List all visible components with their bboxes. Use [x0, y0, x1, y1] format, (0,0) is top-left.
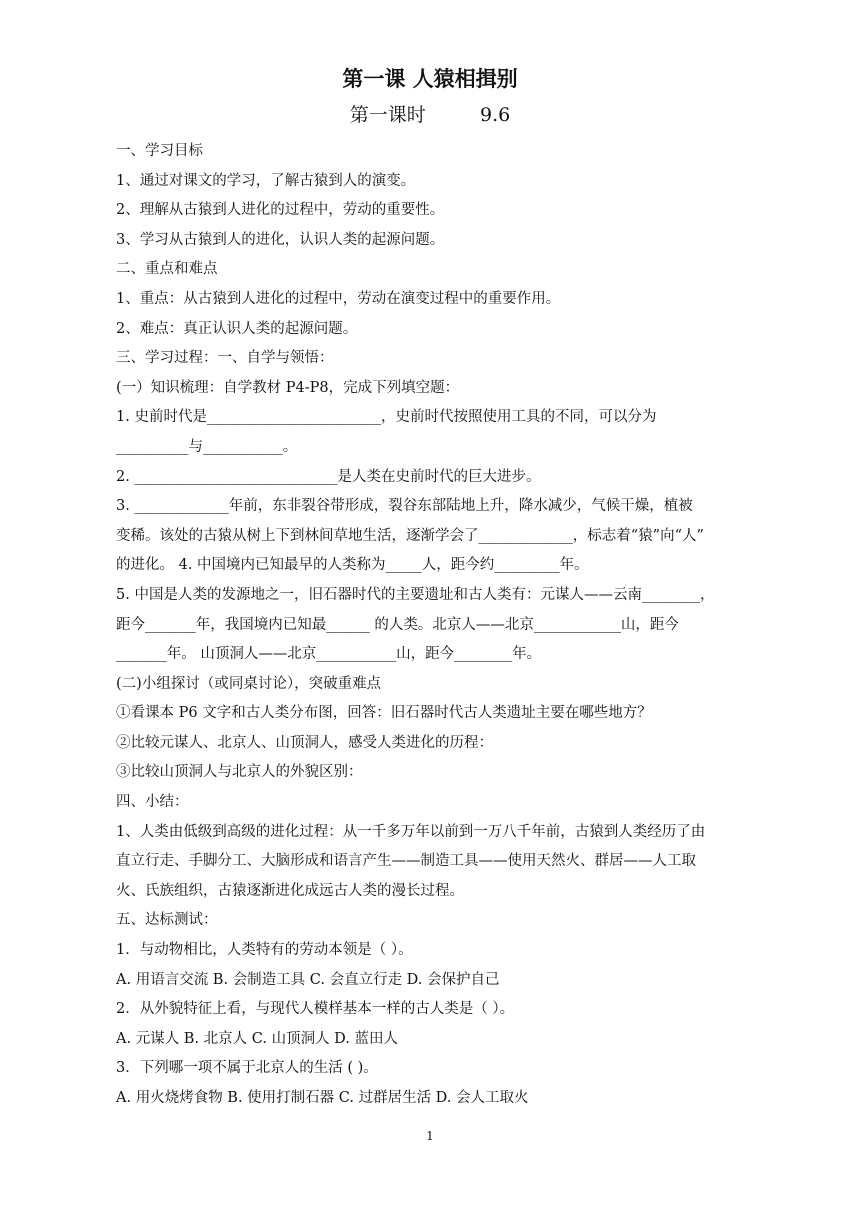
section-heading-test: 五、达标测试： [116, 912, 218, 929]
fill-blank-line: 距今_______年，我国境内已知最______ 的人类。北京人——北京____________山，距今 [116, 616, 679, 633]
lesson-title: 第一课 人猿相揖别 [342, 66, 518, 91]
discussion-item: ②比较元谋人、北京人、山顶洞人，感受人类进化的历程： [116, 734, 493, 751]
fill-blank-line: 2. ____________________________是人类在史前时代的巨大进步。 [116, 468, 541, 485]
section-heading-goals: 一、学习目标 [116, 143, 203, 159]
section-heading-process: 三、学习过程：一、自学与领悟： [116, 350, 334, 367]
fill-blank-line: 3. _____________年前，东非裂谷带形成，裂谷东部陆地上升，降水减少，气候干燥，植被 [116, 498, 693, 515]
options-line: A. 用语言交流 B. 会制造工具 C. 会直立行走 D. 会保护自己 [116, 971, 500, 988]
question-line: 1．与动物相比，人类特有的劳动本领是（ ）。 [116, 942, 413, 959]
fill-blank-line: 1. 史前时代是________________________，史前时代按照使用工具的不同，可以分为 [116, 409, 657, 426]
lesson-subtitle: 第一课时 9.6 [349, 104, 511, 126]
fill-blank-line: 的进化。 4. 中国境内已知最早的人类称为_____人，距今约_________年。 [116, 557, 589, 574]
subsection-heading: (一）知识梳理：自学教材 P4-P8，完成下列填空题： [116, 379, 460, 396]
key-point-line: 2、难点：真正认识人类的起源问题。 [116, 320, 358, 337]
goal-line: 3、学习从古猿到人的进化，认识人类的起源问题。 [116, 231, 445, 248]
document-body [116, 137, 748, 1114]
question-line: 3．下列哪一项不属于北京人的生活 ( )。 [116, 1060, 378, 1077]
summary-line: 火、氏族组织，古猿逐渐进化成远古人类的漫长过程。 [116, 882, 464, 899]
question-line: 2．从外貌特征上看，与现代人模样基本一样的古人类是（ ）。 [116, 1001, 515, 1018]
fill-blank-line: __________与___________。 [116, 438, 298, 455]
fill-blank-line: _______年。 山顶洞人——北京___________山，距今________年。 [116, 646, 542, 663]
goal-line: 2、理解从古猿到人进化的过程中，劳动的重要性。 [116, 202, 445, 219]
discussion-item: ③比较山顶洞人与北京人的外貌区别： [116, 764, 363, 781]
discussion-item: ①看课本 P6 文字和古人类分布图，回答：旧石器时代古人类遗址主要在哪些地方？ [116, 705, 652, 722]
subsection-heading: (二)小组探讨（或同桌讨论），突破重难点 [116, 675, 382, 692]
key-point-line: 1、重点：从古猿到人进化的过程中，劳动在演变过程中的重要作用。 [116, 290, 561, 307]
options-line: A. 用火烧烤食物 B. 使用打制石器 C. 过群居生活 D. 会人工取火 [116, 1090, 529, 1106]
fill-blank-line: 变稀。该处的古猿从树上下到林间草地生活，逐渐学会了_____________，标志着“猿”向“人” [116, 527, 704, 544]
summary-line: 1、人类由低级到高级的进化过程：从一千多万年以前到一万八千年前，古猿到人类经历了由 [116, 823, 706, 840]
fill-blank-line: 5. 中国是人类的发源地之一，旧石器时代的主要遗址和古人类有：元谋人——云南________， [116, 586, 715, 603]
summary-line: 直立行走、手脚分工、大脑形成和语言产生——制造工具——使用天然火、群居——人工取 [116, 853, 696, 870]
section-heading-key-points: 二、重点和难点 [116, 261, 218, 278]
section-heading-summary: 四、小结： [116, 794, 189, 811]
goal-line: 1、通过对课文的学习，了解古猿到人的演变。 [116, 172, 416, 189]
page-number: 1 [426, 1129, 434, 1143]
options-line: A. 元谋人 B. 北京人 C. 山顶洞人 D. 蓝田人 [116, 1030, 399, 1047]
